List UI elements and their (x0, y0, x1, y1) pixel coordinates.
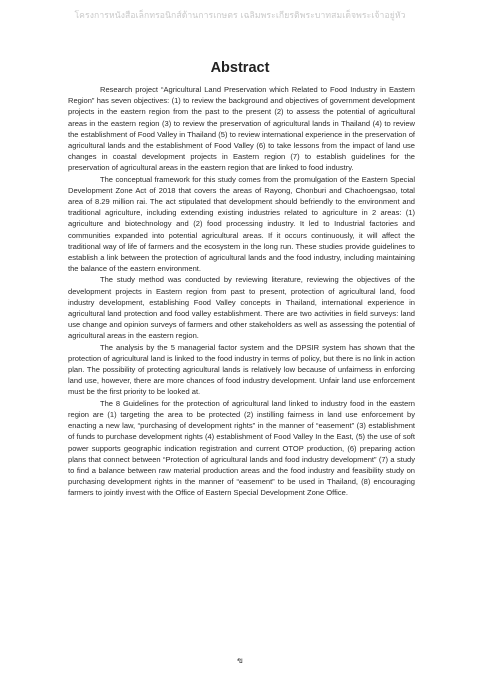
page-number: ฃ (237, 656, 243, 665)
abstract-body (68, 84, 415, 499)
abstract-paragraph: The study method was conducted by reviewing literature, reviewing the objectives of the development projects in Eastern region from past to present, protection of agricultural land, food industry development, establishing Food Valley concepts in Thailand, international experience in agricultural land protection and food valley establishment. There are two activities in field surveys: land use change and opinion surveys of farmers and other stakeholders as well as assessing the potential of agricultural areas in the eastern region. (68, 275, 415, 341)
abstract-paragraph: The analysis by the 5 managerial factor system and the DPSIR system has shown that the protection of agricultural land is linked to the food industry in terms of policy, but there is no link in action plan. The possibility of protecting agricultural lands is relatively low because of unfairness in enforcing land use, however, there are more chances of food industry development. Unfair land use enforcement must be the first priority to be looked at. (68, 342, 415, 397)
page-title: Abstract (210, 60, 270, 76)
page-header: โครงการหนังสือเล็กทรอนิกส์ด้านการเกษตร เฉลิมพระเกียรติพระบาทสมเด็จพระเจ้าอยู่หัว (74, 11, 406, 21)
abstract-paragraph: Research project “Agricultural Land Preservation which Related to Food Industry in Eastern Region” has seven objectives: (1) to review the background and objectives of government development projects in the eastern region from the past to the present (2) to assess the potential of agricultural areas in the eastern region (3) to review the preservation of agricultural lands in Thailand (4) to review the establishment of Food Valley in Thailand (5) to review international experience in the preservation of agricultural lands and the establishment of Food Valley (6) to take lessons from the impact of land use changes in coastal development projects in Eastern region (7) to establish guidelines for the preservation of agricultural areas in the eastern region that are linked to food industry. (68, 85, 415, 173)
abstract-paragraph: The 8 Guidelines for the protection of agricultural land linked to industry food in the eastern region are (1) targeting the area to be protected (2) instilling fairness in land use enforcement by enacting a new law, “purchasing of development rights” in the manner of “easement” (3) establishment of funds to purchase development rights (4) establishment of Food Valley In the East, (5) the use of soft power supports geographic indication registration and current OTOP production, (6) preparing action plans that connect between “Protection of agricultural lands and food industry development” (7) a study to find a balance between raw material production areas and the food industry and feasibility study on purchasing development rights in the manner of “easement” to be used in Thailand, (8) encouraging farmers to jointly invest with the Office of Eastern Special Development Zone Office. (68, 398, 415, 498)
abstract-paragraph: The conceptual framework for this study comes from the promulgation of the Eastern Special Development Zone Act of 2018 that covers the areas of Rayong, Chonburi and Chachoengsao, total area of 8.29 million rai. The act stipulated that development should befriendly to the environment and traditional agriculture, including extending existing industries related to agriculture in 2 areas: (1) agriculture and biotechnology and (2) food processing industry. It led to Industrial factories and communities expanded into potential agricultural areas. If it occurs continuously, it will affect the traditional way of life of farmers and the ecosystem in the long run. These studies provide guidelines to establish a link between the protection of agricultural lands and the food industry, including maintaining the balance of the eastern environment. (68, 174, 415, 274)
